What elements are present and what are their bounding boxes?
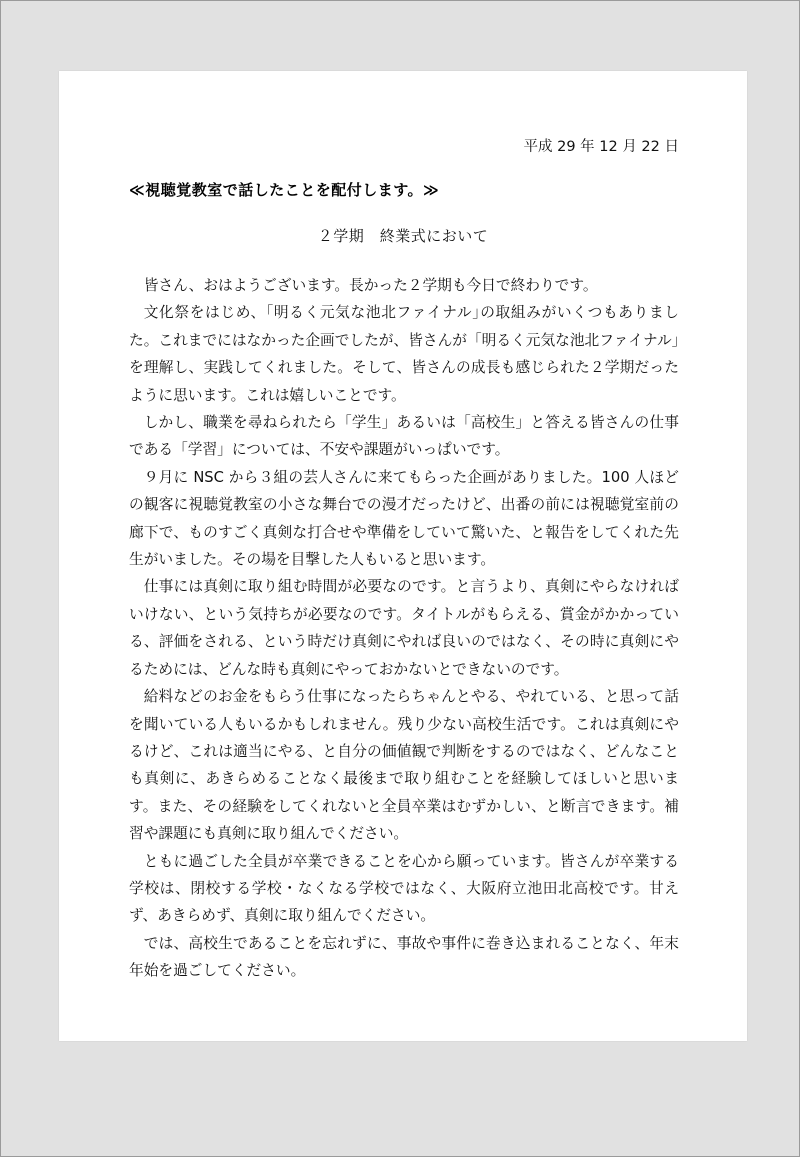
paragraph: 文化祭をはじめ、｢明るく元気な池北ファイナル｣の取組みがいくつもありました。これまでにはなかった企画でしたが、皆さんが「明るく元気な池北ファイナル」を理解し、実践してくれました。そして、皆さんの成長も感じられた２学期だったように思います。これは嬉しいことです。 <box>129 304 679 404</box>
paragraph: 仕事には真剣に取り組む時間が必要なのです。と言うより、真剣にやらなければいけない、という気持ちが必要なのです。タイトルがもらえる、賞金がかかっている、評価をされる、という時だけ真剣にやれば良いのではなく、その時に真剣にやるためには、どんな時も真剣にやっておかないとできないのです。 <box>129 578 679 678</box>
distribution-notice: ≪視聴覚教室で話したことを配付します。≫ <box>129 181 440 199</box>
paragraph: では、高校生であることを忘れずに、事故や事件に巻き込まれることなく、年末年始を過ごしてください。 <box>129 934 679 980</box>
paragraph: ９月に NSC から３組の芸人さんに来てもらった企画がありました。100 人ほどの観客に視聴覚教室の小さな舞台での漫才だったけど、出番の前には視聴覚室前の廊下で、ものすごく真剣な打合せや準備をしていて驚いた、と報告をしてくれた先生がいました。その場を目撃した人もいると思います。 <box>129 468 679 569</box>
speech-title: ２学期 終業式において <box>317 227 489 245</box>
document-date: 平成 29 年 12 月 22 日 <box>523 139 679 155</box>
speech-body <box>129 272 679 985</box>
paragraph: しかし、職業を尋ねられたら「学生」あるいは「高校生」と答える皆さんの仕事である「学習」については、不安や課題がいっぱいです。 <box>129 414 679 459</box>
paragraph: 皆さん、おはようございます。長かった２学期も今日で終わりです。 <box>143 277 598 294</box>
paragraph: 給料などのお金をもらう仕事になったらちゃんとやる、やれている、と思って話を聞いている人もいるかもしれません。残り少ない高校生活です。これは真剣にやるけど、これは適当にやる、と自分の価値観で判断をするのではなく、どんなことも真剣に、あきらめることなく最後まで取り組むことを経験してほしいと思います。また、その経験をしてくれないと全員卒業はむずかしい、と断言できます。補習や課題にも真剣に取り組んでください。 <box>129 688 679 843</box>
paragraph: ともに過ごした全員が卒業できることを心から願っています。皆さんが卒業する学校は、閉校する学校・なくなる学校ではなく、大阪府立池田北高校です。甘えず、あきらめず、真剣に取り組んでください。 <box>129 852 679 925</box>
document-page <box>59 71 747 1041</box>
